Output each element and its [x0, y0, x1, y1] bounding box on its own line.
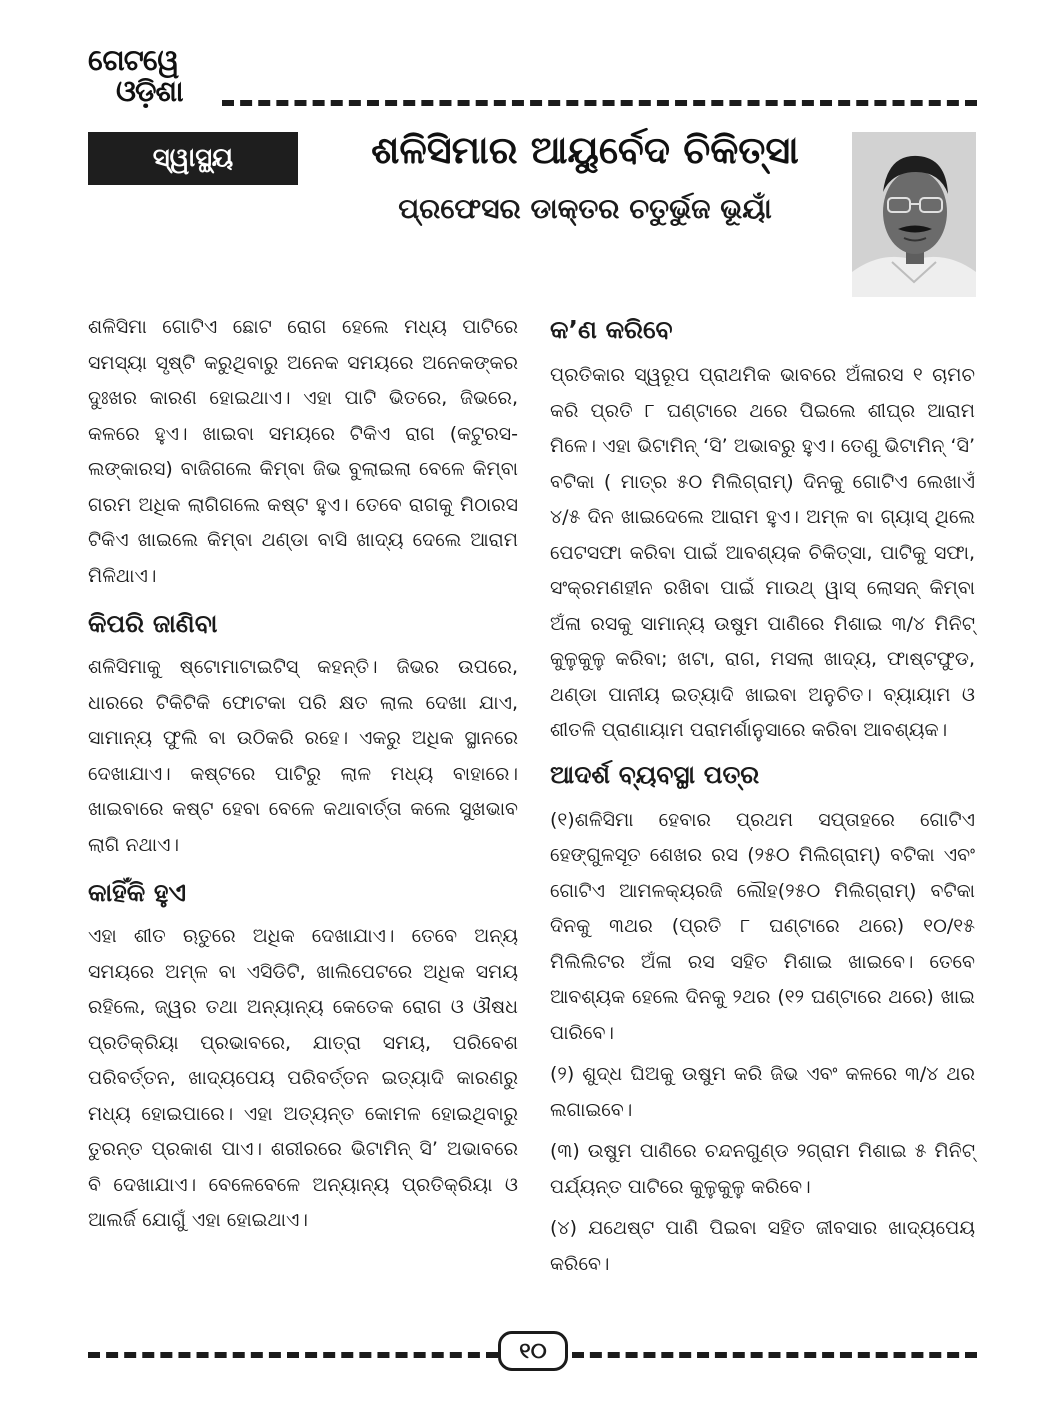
- heading-prescription: ଆଦର୍ଶ ବ୍ୟବସ୍ଥା ପତ୍ର: [550, 759, 760, 789]
- section-tag: ସ୍ୱାସ୍ଥ୍ୟ: [88, 132, 298, 185]
- intro-paragraph: ଶଳିସିମା ଗୋଟିଏ ଛୋଟ ରୋଗ ହେଲେ ମଧ୍ୟ ପାଟିରେ ସମସ୍ୟା ସୃଷ୍ଟି କରୁଥିବାରୁ ଅନେକ ସମୟରେ ଅନେକଙ୍କର ଦୁଃଖର କାରଣ ହୋଇଥାଏ। ଏହା ପାଟି ଭିତରେ, ଜିଭରେ, କଳରେ ହୁଏ। ଖାଇବା ସମୟରେ ଟିକିଏ ରାଗ (କଟୁରସ-ଲଙ୍କାରସ) ବାଜିଗଲେ କିମ୍ବା ଜିଭ ବୁଲାଇଲା ବେଳେ କିମ୍ବା ଗରମ ଅଧିକ ଲାଗିଗଲେ କଷ୍ଟ ହୁଏ। ତେବେ ରାଗକୁ ମିଠାରସ ଟିକିଏ ଖାଇଲେ କିମ୍ବା ଥଣ୍ଡା ବାସି ଖାଦ୍ୟ ଦେଲେ ଆରାମ ମିଳିଥାଏ।: [88, 316, 518, 587]
- heading-what-to-do: କ’ଣ କରିବେ: [550, 315, 673, 344]
- bottom-dashed-rule-right: [572, 1352, 977, 1358]
- identify-paragraph: ଶଳିସିମାକୁ ଷ୍ଟୋମାଟାଇଟିସ୍ କହନ୍ତି। ଜିଭର ଉପରେ, ଧାରରେ ଟିକିଟିକି ଫୋଟକା ପରି କ୍ଷତ ଲାଲ ଦେଖା ଯାଏ, ସାମାନ୍ୟ ଫୁଲି ବା ଉଠିକରି ରହେ। ଏକରୁ ଅଧିକ ସ୍ଥାନରେ ଦେଖାଯାଏ। କଷ୍ଟରେ ପାଟିରୁ ଲାଳ ମଧ୍ୟ ବାହାରେ। ଖାଇବାରେ କଷ୍ଟ ହେବା ବେଳେ କଥାବାର୍ତ୍ତା କଲେ ସୁଖଭାବ ଲାଗି ନଥାଏ।: [88, 656, 518, 856]
- prescription-item-4: (୪) ଯଥେଷ୍ଟ ପାଣି ପିଇବା ସହିତ ଜୀବସାର ଖାଦ୍ୟପେୟ କରିବେ।: [550, 1217, 975, 1275]
- prescription-item-1: (୧)ଶଳିସିମା ହେବାର ପ୍ରଥମ ସପ୍ତାହରେ ଗୋଟିଏ ହେଙ୍ଗୁଳସୂତ ଶେଖର ରସ (୨୫୦ ମିଲିଗ୍ରାମ୍) ବଟିକା ଏବଂ ଗୋଟିଏ ଆମଳକ୍ୟରଜି ଲୌହ(୨୫୦ ମିଲିଗ୍ରାମ୍) ବଟିକା ଦିନକୁ ୩ଥର (ପ୍ରତି ୮ ଘଣ୍ଟାରେ ଥରେ) ୧୦/୧୫ ମିଲିଲିଟର ଅଁଳା ରସ ସହିତ ମିଶାଇ ଖାଇବେ। ତେବେ ଆବଶ୍ୟକ ହେଲେ ଦିନକୁ ୨ଥର (୧୨ ଘଣ୍ଟାରେ ଥରେ) ଖାଇ ପାରିବେ।: [550, 808, 975, 1044]
- page-number: ୧୦: [498, 1331, 568, 1371]
- heading-why: କାହିଁକି ହୁଏ: [88, 878, 187, 907]
- masthead-line-2: ଓଡ଼ିଶା: [116, 74, 183, 108]
- article-author: ପ୍ରଫେସର ଡାକ୍ତର ଚତୁର୍ଭୁଜ ଭୂୟାଁ: [398, 192, 772, 225]
- heading-identify: କିପରି ଜାଣିବା: [88, 609, 218, 638]
- top-dashed-rule: [222, 100, 977, 106]
- prescription-item-3: (୩) ଉଷୁମ ପାଣିରେ ଚନ୍ଦନଗୁଣ୍ଡ ୨ଗ୍ରାମ ମିଶାଇ ୫ ମିନିଟ୍ ପର୍ଯ୍ୟନ୍ତ ପାଟିରେ କୁଳୁକୁଳୁ କରିବେ।: [550, 1140, 975, 1198]
- bottom-dashed-rule-left: [88, 1352, 498, 1358]
- left-column: [88, 310, 518, 1239]
- masthead-logo: [88, 43, 218, 108]
- masthead-line-1: ଗେଟୱେ: [88, 43, 179, 77]
- author-photo: [852, 132, 976, 297]
- why-paragraph: ଏହା ଶୀତ ଋତୁରେ ଅଧିକ ଦେଖାଯାଏ। ତେବେ ଅନ୍ୟ ସମୟରେ ଅମ୍ଳ ବା ଏସିଡିଟି, ଖାଲିପେଟରେ ଅଧିକ ସମୟ ରହିଲେ, ଜ୍ୱର ତଥା ଅନ୍ୟାନ୍ୟ କେତେକ ରୋଗ ଓ ଔଷଧ ପ୍ରତିକ୍ରିୟା ପ୍ରଭାବରେ, ଯାତ୍ରା ସମୟ, ପରିବେଶ ପରିବର୍ତ୍ତନ, ଖାଦ୍ୟପେୟ ପରିବର୍ତ୍ତନ ଇତ୍ୟାଦି କାରଣରୁ ମଧ୍ୟ ହୋଇପାରେ। ଏହା ଅତ୍ୟନ୍ତ କୋମଳ ହୋଇଥିବାରୁ ତୁରନ୍ତ ପ୍ରକାଶ ପାଏ। ଶରୀରରେ ଭିଟାମିନ୍ ସି’ ଅଭାବରେ ବି ଦେଖାଯାଏ। ବେଳେବେଳେ ଅନ୍ୟାନ୍ୟ ପ୍ରତିକ୍ରିୟା ଓ ଆଲର୍ଜି ଯୋଗୁଁ ଏହା ହୋଇଥାଏ।: [88, 925, 518, 1231]
- right-column: [550, 310, 975, 1282]
- prescription-item-2: (୨) ଶୁଦ୍ଧ ଘିଅକୁ ଉଷୁମ କରି ଜିଭ ଏବଂ କଳରେ ୩/୪ ଥର ଲଗାଇବେ।: [550, 1063, 975, 1121]
- article-title: ଶଳିସିମାର ଆୟୁର୍ବେଦ ଚିକିତ୍ସା: [371, 128, 799, 172]
- what-to-do-paragraph: ପ୍ରତିକାର ସ୍ୱରୂପ ପ୍ରାଥମିକ ଭାବରେ ଅଁଳାରସ ୧ ଚାମଚ କରି ପ୍ରତି ୮ ଘଣ୍ଟାରେ ଥରେ ପିଇଲେ ଶୀଘ୍ର ଆରାମ ମିଳେ। ଏହା ଭିଟାମିନ୍ ‘ସି’ ଅଭାବରୁ ହୁଏ। ତେଣୁ ଭିଟାମିନ୍ ‘ସି’ ବଟିକା ( ମାତ୍ର ୫୦ ମିଲିଗ୍ରାମ୍) ଦିନକୁ ଗୋଟିଏ ଲେଖାଏଁ ୪/୫ ଦିନ ଖାଇଦେଲେ ଆରାମ ହୁଏ। ଅମ୍ଳ ବା ଗ୍ୟାସ୍ ଥିଲେ ପେଟସଫା କରିବା ପାଇଁ ଆବଶ୍ୟକ ଚିକିତ୍ସା, ପାଟିକୁ ସଫା, ସଂକ୍ରମଣହୀନ ରଖିବା ପାଇଁ ମାଉଥ୍ ୱାସ୍ ଲୋସନ୍ କିମ୍ବା ଅଁଳା ରସକୁ ସାମାନ୍ୟ ଉଷୁମ ପାଣିରେ ମିଶାଇ ୩/୪ ମିନିଟ୍ କୁଳୁକୁଳୁ କରିବା; ଖଟା, ରାଗ, ମସଲା ଖାଦ୍ୟ, ଫାଷ୍ଟଫୁଡ, ଥଣ୍ଡା ପାନୀୟ ଇତ୍ୟାଦି ଖାଇବା ଅନୁଚିତ। ବ୍ୟାୟାମ ଓ ଶୀତଳି ପ୍ରାଣାୟାମ ପରାମର୍ଶାନୁସାରେ କରିବା ଆବଶ୍ୟକ।: [550, 364, 975, 741]
